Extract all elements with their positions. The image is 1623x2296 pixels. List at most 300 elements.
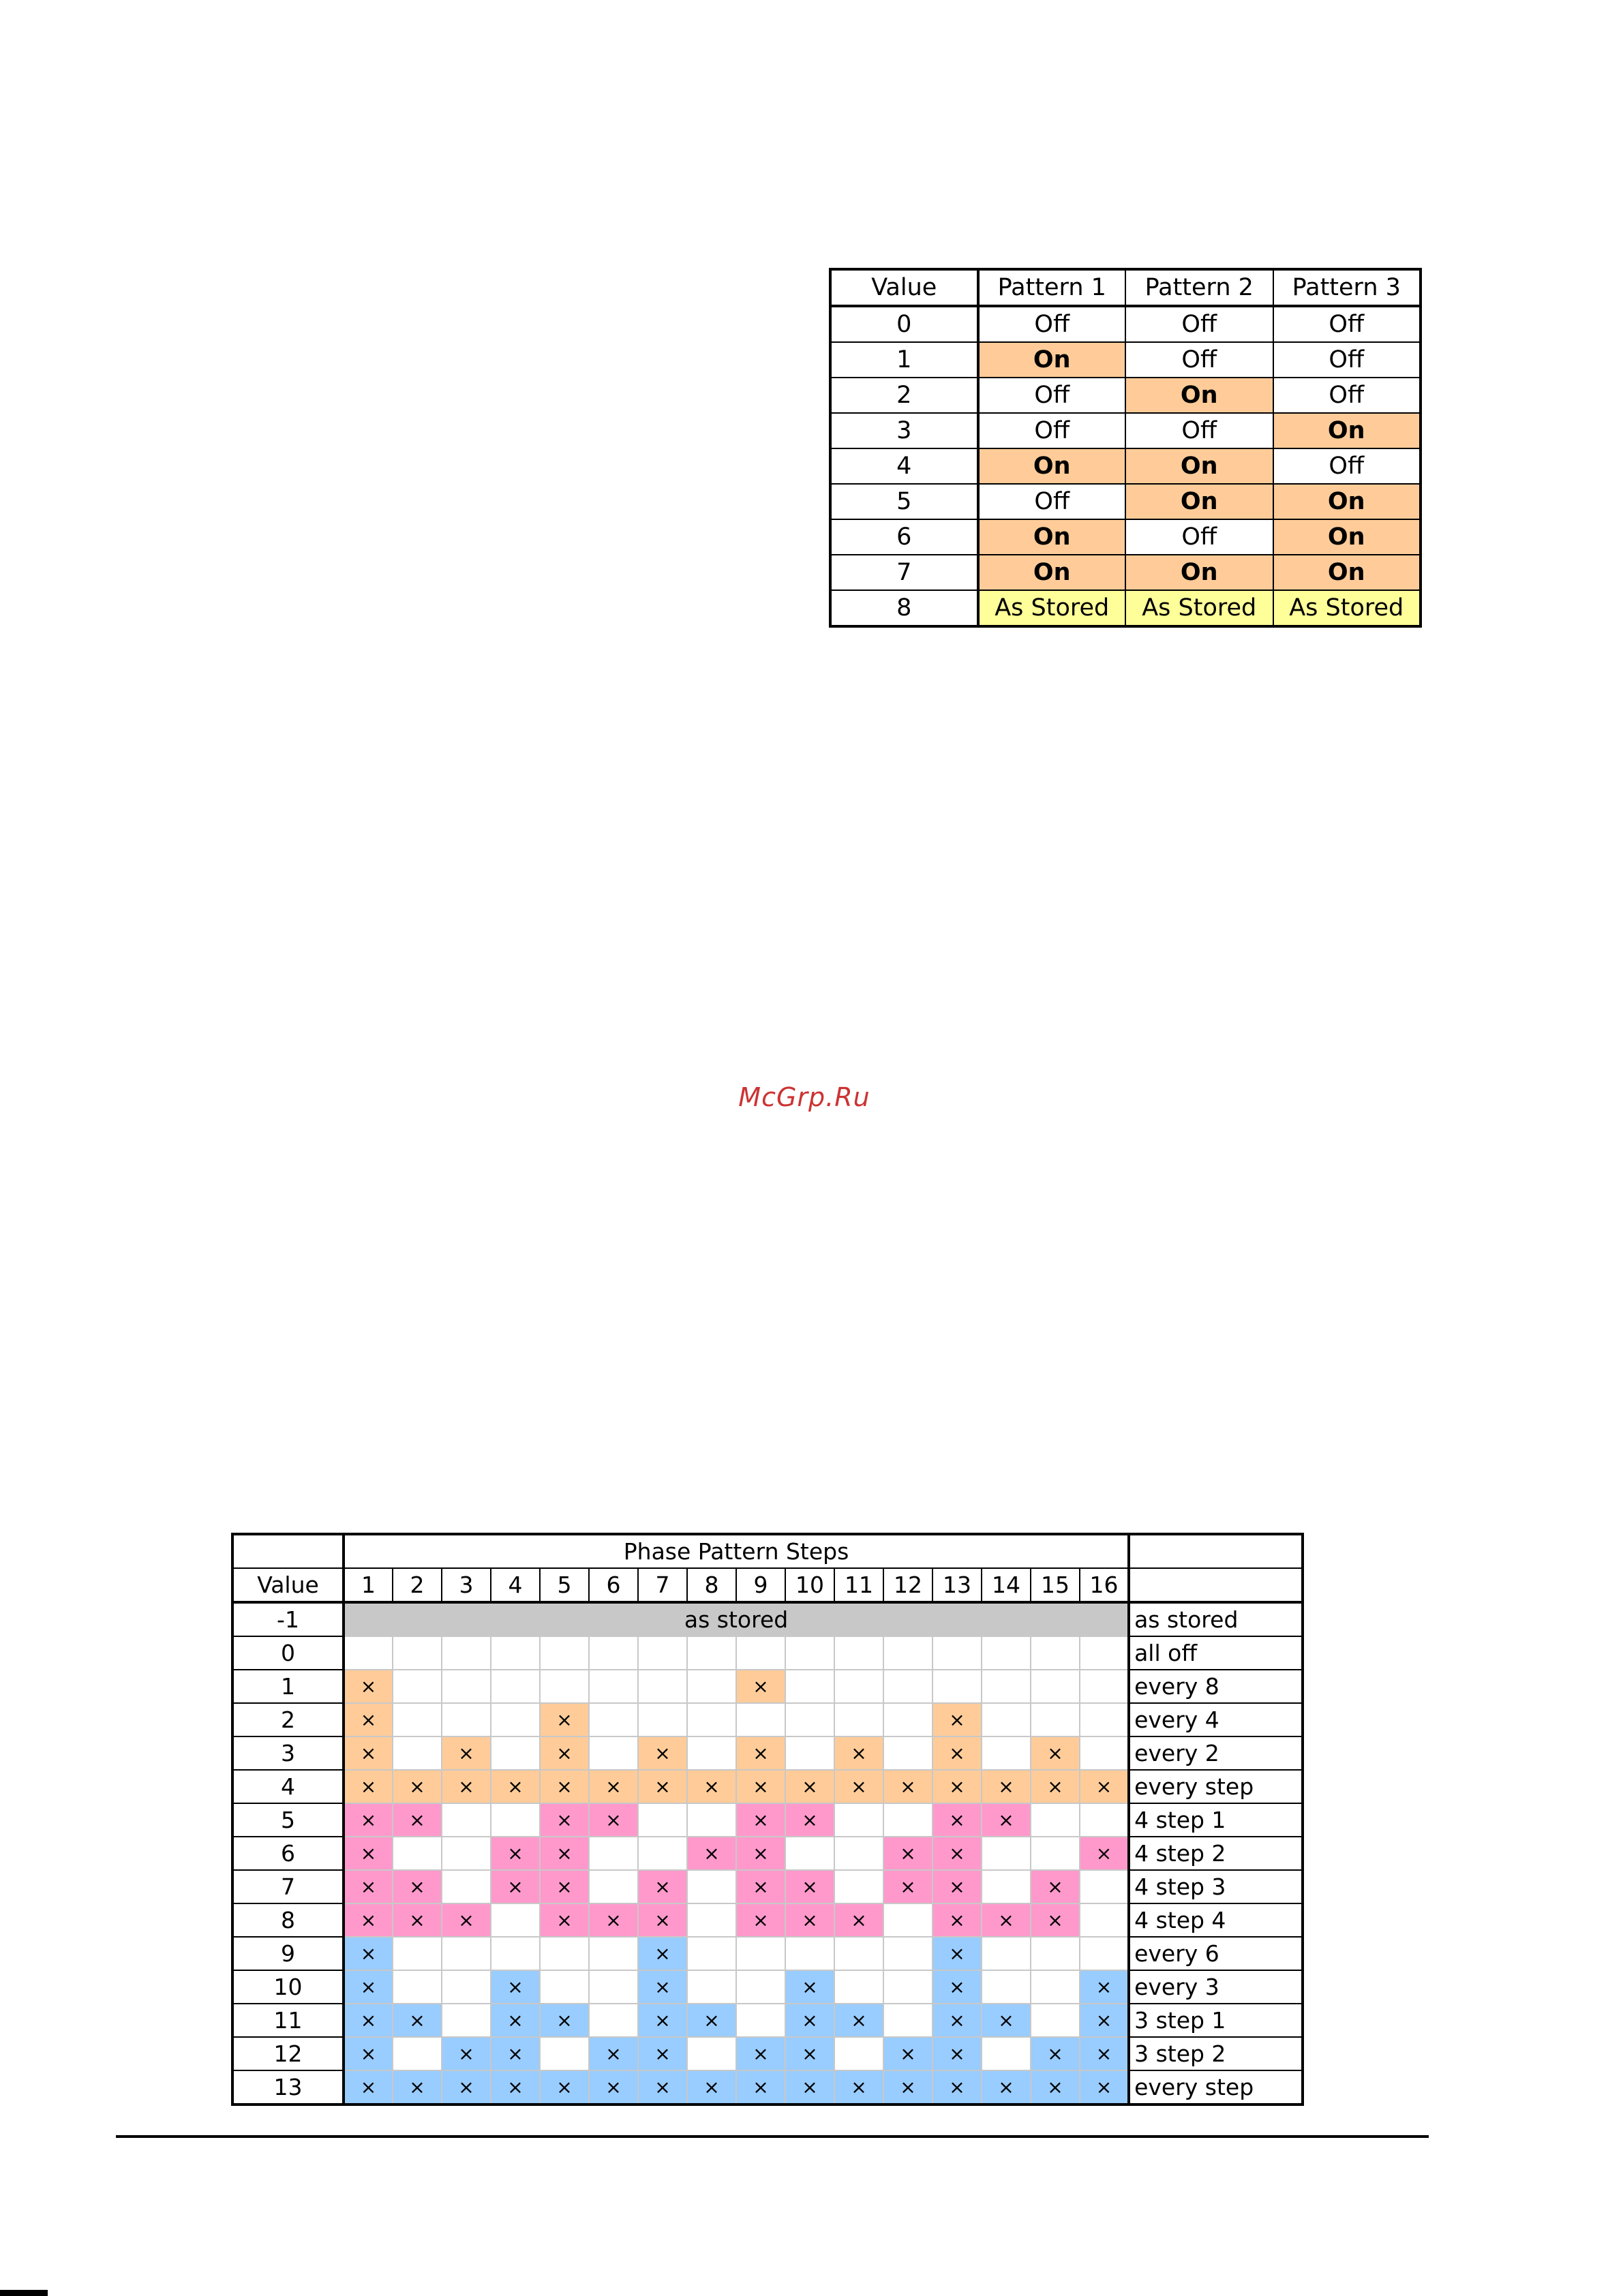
phase-step-off-cell [540,1636,589,1670]
phase-step-on-cell: × [442,1736,491,1770]
phase-step-off-cell [785,1937,834,1970]
phase-step-off-cell [393,1736,442,1770]
phase-step-header: 9 [736,1568,785,1602]
phase-step-on-cell: × [1080,1837,1129,1870]
phase-step-off-cell [834,1937,883,1970]
phase-step-off-cell [834,1636,883,1670]
pattern-cell: Off [1273,378,1421,413]
pattern-cell: On [1273,413,1421,448]
phase-step-on-cell: × [638,2070,687,2104]
phase-row-description: every 6 [1129,1937,1303,1970]
phase-table-row [232,1636,1303,1670]
phase-step-on-cell: × [932,1837,982,1870]
pattern-cell: Off [1125,342,1273,378]
phase-step-off-cell [491,1803,540,1837]
phase-step-off-cell [834,1870,883,1903]
phase-step-on-cell: × [589,2070,638,2104]
phase-step-off-cell [638,1670,687,1703]
phase-step-on-cell: × [540,1837,589,1870]
phase-step-on-cell: × [638,1970,687,2004]
phase-step-off-cell [540,1937,589,1970]
phase-step-off-cell [491,1703,540,1736]
pattern-row-value: 7 [830,555,978,590]
phase-row-description: every 3 [1129,1970,1303,2004]
phase-step-on-cell: × [1080,2037,1129,2070]
phase-step-on-cell: × [736,1903,785,1937]
phase-step-off-cell [883,1703,932,1736]
phase-step-off-cell [1031,1970,1080,2004]
phase-step-on-cell: × [344,1903,393,1937]
phase-step-on-cell: × [344,1736,393,1770]
phase-step-on-cell: × [344,1670,393,1703]
pattern-cell: Off [1273,448,1421,484]
phase-step-off-cell [491,1903,540,1937]
phase-step-on-cell: × [344,2004,393,2037]
phase-step-off-cell [491,1636,540,1670]
phase-step-off-cell [883,1736,932,1770]
phase-step-on-cell: × [344,1703,393,1736]
phase-step-on-cell: × [393,1803,442,1837]
phase-step-header: 2 [393,1568,442,1602]
phase-row-value: 11 [232,2004,344,2037]
phase-step-off-cell [687,1736,736,1770]
pattern-cell: On [1125,378,1273,413]
phase-step-on-cell: × [589,2037,638,2070]
phase-step-on-cell: × [491,2037,540,2070]
phase-row-value: 0 [232,1636,344,1670]
phase-step-on-cell: × [982,1903,1031,1937]
phase-step-off-cell [932,1636,982,1670]
pattern-cell: On [978,342,1126,378]
pattern-table-header-row [830,269,1421,306]
phase-step-off-cell [442,1837,491,1870]
phase-step-off-cell [785,1703,834,1736]
phase-step-off-cell [785,1736,834,1770]
phase-step-off-cell [540,1670,589,1703]
phase-step-on-cell: × [638,1870,687,1903]
phase-step-on-cell: × [344,1937,393,1970]
phase-step-header: 7 [638,1568,687,1602]
phase-row-value: 12 [232,2037,344,2070]
phase-step-off-cell [1031,2004,1080,2037]
phase-step-off-cell [491,1937,540,1970]
phase-table-row [232,1602,1303,1636]
phase-row-value: 13 [232,2070,344,2104]
pattern-cell: Off [978,413,1126,448]
phase-step-on-cell: × [442,2070,491,2104]
phase-step-off-cell [638,1636,687,1670]
phase-step-off-cell [393,1703,442,1736]
phase-step-off-cell [883,1636,932,1670]
phase-step-on-cell: × [491,2004,540,2037]
phase-step-off-cell [687,1636,736,1670]
phase-table-row [232,2004,1303,2037]
phase-step-off-cell [687,1903,736,1937]
phase-step-on-cell: × [736,1670,785,1703]
phase-step-off-cell [344,1636,393,1670]
phase-row-value: 8 [232,1903,344,1937]
phase-step-off-cell [883,1670,932,1703]
phase-step-on-cell: × [491,1870,540,1903]
pattern-table-row [830,306,1421,342]
phase-step-on-cell: × [883,2037,932,2070]
phase-step-off-cell [932,1670,982,1703]
phase-step-on-cell: × [736,2037,785,2070]
phase-step-off-cell [491,1670,540,1703]
phase-step-on-cell: × [393,1903,442,1937]
phase-step-off-cell [736,1970,785,2004]
phase-step-on-cell: × [785,1770,834,1803]
phase-step-header: 10 [785,1568,834,1602]
phase-step-on-cell: × [1031,1736,1080,1770]
phase-step-off-cell [982,1703,1031,1736]
phase-step-off-cell [1080,1703,1129,1736]
phase-step-on-cell: × [491,1837,540,1870]
phase-step-off-cell [1080,1636,1129,1670]
phase-step-on-cell: × [687,1837,736,1870]
phase-step-on-cell: × [1031,2070,1080,2104]
pattern-cell: Off [978,306,1126,342]
phase-step-on-cell: × [932,2037,982,2070]
phase-step-off-cell [834,1670,883,1703]
phase-step-on-cell: × [491,1770,540,1803]
page-divider-rule [116,2135,1429,2138]
pattern-cell: On [1125,555,1273,590]
phase-step-off-cell [393,1670,442,1703]
phase-step-on-cell: × [540,1703,589,1736]
phase-step-off-cell [1080,1937,1129,1970]
phase-step-on-cell: × [834,2070,883,2104]
phase-row-description: 4 step 4 [1129,1903,1303,1937]
phase-title-blank-left [232,1534,344,1568]
phase-step-on-cell: × [393,2070,442,2104]
phase-step-on-cell: × [932,2070,982,2104]
phase-step-on-cell: × [785,2070,834,2104]
phase-table-row [232,2070,1303,2104]
phase-step-on-cell: × [932,1970,982,2004]
pattern-cell: Off [1273,306,1421,342]
phase-row-description: 4 step 1 [1129,1803,1303,1837]
pattern-cell: On [1125,448,1273,484]
phase-step-on-cell: × [393,1870,442,1903]
pattern-row-value: 3 [830,413,978,448]
phase-step-off-cell [442,1970,491,2004]
phase-table-body [232,1534,1303,2104]
phase-step-on-cell: × [638,1736,687,1770]
phase-table-header-row [232,1568,1303,1602]
pattern-cell: Off [1125,413,1273,448]
pattern-cell: Off [978,484,1126,519]
phase-step-header: 6 [589,1568,638,1602]
phase-step-on-cell: × [1031,1870,1080,1903]
phase-step-on-cell: × [638,1770,687,1803]
phase-table-row [232,1903,1303,1937]
phase-step-on-cell: × [932,1803,982,1837]
phase-step-on-cell: × [344,1970,393,2004]
phase-step-off-cell [834,1803,883,1837]
phase-row-value: 2 [232,1703,344,1736]
phase-step-on-cell: × [540,1870,589,1903]
phase-header-value: Value [232,1568,344,1602]
pattern-table-row [830,519,1421,555]
phase-step-on-cell: × [1080,1770,1129,1803]
phase-step-off-cell [589,1937,638,1970]
phase-step-on-cell: × [1031,1770,1080,1803]
phase-step-off-cell [687,1803,736,1837]
phase-step-off-cell [589,1736,638,1770]
phase-step-on-cell: × [736,1736,785,1770]
phase-as-stored-span: as stored [344,1602,1129,1636]
phase-step-header: 1 [344,1568,393,1602]
phase-step-off-cell [1031,1670,1080,1703]
phase-row-value: 6 [232,1837,344,1870]
phase-step-off-cell [589,1870,638,1903]
phase-step-header: 8 [687,1568,736,1602]
phase-row-description: every step [1129,2070,1303,2104]
phase-step-on-cell: × [540,2004,589,2037]
pattern-cell: On [978,448,1126,484]
phase-step-off-cell [1080,1803,1129,1837]
phase-step-off-cell [442,1670,491,1703]
phase-step-off-cell [834,1703,883,1736]
phase-step-off-cell [687,1970,736,2004]
phase-row-description: 3 step 1 [1129,2004,1303,2037]
phase-step-off-cell [1080,1903,1129,1937]
phase-table-row [232,2037,1303,2070]
phase-row-description: every 4 [1129,1703,1303,1736]
phase-table-row [232,1870,1303,1903]
phase-step-on-cell: × [344,2037,393,2070]
phase-step-on-cell: × [638,1937,687,1970]
phase-step-off-cell [491,1736,540,1770]
phase-step-on-cell: × [638,1903,687,1937]
phase-step-off-cell [736,1703,785,1736]
phase-step-off-cell [589,1703,638,1736]
page-corner-mark [0,2290,48,2296]
phase-table-title: Phase Pattern Steps [344,1534,1129,1568]
phase-step-off-cell [1080,1736,1129,1770]
pattern-row-value: 5 [830,484,978,519]
phase-step-off-cell [834,1970,883,2004]
phase-step-on-cell: × [1031,2037,1080,2070]
phase-step-off-cell [883,2004,932,2037]
phase-table-row [232,1970,1303,2004]
phase-table-row [232,1937,1303,1970]
phase-step-on-cell: × [393,1770,442,1803]
phase-step-header: 15 [1031,1568,1080,1602]
phase-step-off-cell [540,1970,589,2004]
phase-step-header: 3 [442,1568,491,1602]
phase-step-on-cell: × [982,2004,1031,2037]
phase-row-value: 5 [232,1803,344,1837]
phase-step-on-cell: × [785,2004,834,2037]
phase-step-off-cell [982,1636,1031,1670]
pattern-header-3: Pattern 3 [1273,269,1421,306]
watermark-text: McGrp.Ru [738,1082,870,1112]
phase-table-row [232,1736,1303,1770]
phase-step-on-cell: × [344,1770,393,1803]
phase-step-on-cell: × [687,2070,736,2104]
phase-step-on-cell: × [932,1870,982,1903]
pattern-header-1: Pattern 1 [978,269,1126,306]
phase-step-on-cell: × [785,1970,834,2004]
phase-step-off-cell [442,1937,491,1970]
phase-step-off-cell [834,1837,883,1870]
phase-step-header: 11 [834,1568,883,1602]
phase-step-on-cell: × [834,2004,883,2037]
phase-step-on-cell: × [491,2070,540,2104]
pattern-cell: Off [1273,342,1421,378]
phase-step-on-cell: × [736,1870,785,1903]
phase-step-on-cell: × [932,2004,982,2037]
phase-step-on-cell: × [540,1770,589,1803]
phase-step-off-cell [589,1970,638,2004]
pattern-row-value: 2 [830,378,978,413]
phase-step-off-cell [785,1670,834,1703]
phase-step-on-cell: × [883,1870,932,1903]
phase-step-off-cell [687,1703,736,1736]
phase-step-header: 12 [883,1568,932,1602]
phase-step-off-cell [393,1970,442,2004]
phase-title-blank-right [1129,1534,1303,1568]
phase-step-on-cell: × [834,1770,883,1803]
phase-step-off-cell [442,2004,491,2037]
phase-step-off-cell [1031,1937,1080,1970]
phase-step-on-cell: × [982,1770,1031,1803]
phase-step-off-cell [785,1636,834,1670]
phase-step-off-cell [1031,1803,1080,1837]
phase-step-off-cell [589,1670,638,1703]
phase-row-description: all off [1129,1636,1303,1670]
pattern-cell: On [978,555,1126,590]
phase-step-off-cell [687,2037,736,2070]
phase-step-off-cell [785,1837,834,1870]
phase-step-off-cell [589,2004,638,2037]
pattern-table-row [830,484,1421,519]
phase-step-on-cell: × [932,1703,982,1736]
phase-step-on-cell: × [1031,1903,1080,1937]
pattern-header-2: Pattern 2 [1125,269,1273,306]
phase-row-description: as stored [1129,1602,1303,1636]
phase-row-value: 3 [232,1736,344,1770]
phase-step-off-cell [393,2037,442,2070]
phase-step-off-cell [442,1636,491,1670]
phase-row-description: 3 step 2 [1129,2037,1303,2070]
pattern-table-row [830,448,1421,484]
pattern-cell: On [1273,555,1421,590]
pattern-row-value: 1 [830,342,978,378]
phase-step-off-cell [687,1870,736,1903]
phase-step-on-cell: × [540,1736,589,1770]
phase-table-row [232,1837,1303,1870]
phase-step-on-cell: × [589,1803,638,1837]
phase-step-off-cell [982,1937,1031,1970]
pattern-table-row [830,378,1421,413]
phase-row-value: -1 [232,1602,344,1636]
phase-step-off-cell [982,1670,1031,1703]
phase-step-off-cell [687,1670,736,1703]
phase-step-off-cell [589,1837,638,1870]
phase-step-off-cell [982,1736,1031,1770]
phase-step-off-cell [1080,1670,1129,1703]
phase-row-description: every step [1129,1770,1303,1803]
phase-step-on-cell: × [344,2070,393,2104]
phase-step-on-cell: × [442,1770,491,1803]
phase-step-off-cell [982,1837,1031,1870]
phase-step-on-cell: × [1080,1970,1129,2004]
phase-step-off-cell [834,2037,883,2070]
pattern-cell: On [1273,484,1421,519]
phase-row-value: 9 [232,1937,344,1970]
phase-step-on-cell: × [540,1903,589,1937]
phase-step-off-cell [540,2037,589,2070]
phase-row-description: every 8 [1129,1670,1303,1703]
phase-table-row [232,1703,1303,1736]
phase-step-off-cell [589,1636,638,1670]
phase-step-off-cell [736,1636,785,1670]
phase-step-off-cell [1031,1703,1080,1736]
phase-step-off-cell [442,1803,491,1837]
phase-step-on-cell: × [932,1770,982,1803]
pattern-cell: On [978,519,1126,555]
phase-step-on-cell: × [834,1736,883,1770]
phase-step-off-cell [1080,1870,1129,1903]
phase-header-desc-blank [1129,1568,1303,1602]
phase-step-on-cell: × [589,1770,638,1803]
pattern-cell: As Stored [1125,590,1273,626]
phase-step-on-cell: × [736,1837,785,1870]
phase-row-description: 4 step 2 [1129,1837,1303,1870]
phase-step-on-cell: × [883,2070,932,2104]
phase-step-on-cell: × [442,2037,491,2070]
phase-step-off-cell [883,1903,932,1937]
pattern-row-value: 4 [830,448,978,484]
phase-step-off-cell [736,1937,785,1970]
phase-step-on-cell: × [982,2070,1031,2104]
pattern-cell: As Stored [1273,590,1421,626]
phase-step-off-cell [883,1970,932,2004]
phase-step-on-cell: × [932,1937,982,1970]
phase-table-row [232,1770,1303,1803]
phase-step-off-cell [736,2004,785,2037]
pattern-cell: On [1125,484,1273,519]
phase-step-on-cell: × [982,1803,1031,1837]
phase-step-off-cell [393,1837,442,1870]
phase-step-off-cell [883,1937,932,1970]
phase-step-on-cell: × [785,1870,834,1903]
phase-step-off-cell [442,1703,491,1736]
pattern-cell: Off [978,378,1126,413]
phase-step-off-cell [883,1803,932,1837]
phase-step-on-cell: × [785,2037,834,2070]
pattern-header-value: Value [830,269,978,306]
phase-step-on-cell: × [491,1970,540,2004]
phase-step-header: 5 [540,1568,589,1602]
phase-pattern-table [231,1533,1304,2106]
phase-step-on-cell: × [540,1803,589,1837]
phase-step-on-cell: × [442,1903,491,1937]
phase-step-on-cell: × [638,2004,687,2037]
phase-step-on-cell: × [736,1803,785,1837]
phase-step-on-cell: × [883,1837,932,1870]
phase-row-description: 4 step 3 [1129,1870,1303,1903]
pattern-row-value: 0 [830,306,978,342]
phase-step-on-cell: × [736,2070,785,2104]
phase-step-on-cell: × [540,2070,589,2104]
phase-step-off-cell [687,1937,736,1970]
phase-step-off-cell [1031,1636,1080,1670]
pattern-cell: Off [1125,519,1273,555]
